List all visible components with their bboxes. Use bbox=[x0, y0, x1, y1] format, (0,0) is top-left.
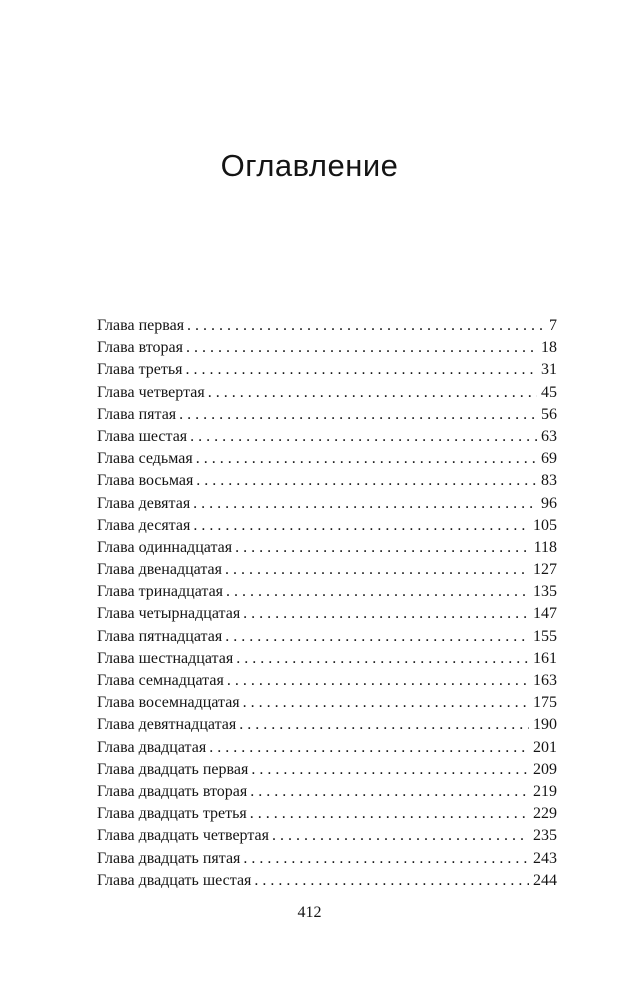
toc-leader-dots bbox=[235, 537, 530, 559]
toc-entry-page: 56 bbox=[541, 405, 557, 423]
toc-entry[interactable] bbox=[97, 603, 557, 625]
toc-leader-dots bbox=[196, 470, 537, 492]
toc-entry-label: Глава девятнадцатая bbox=[97, 716, 237, 734]
toc-entry[interactable] bbox=[97, 803, 557, 825]
toc-leader-dots bbox=[243, 848, 529, 870]
toc-entry-label: Глава десятая bbox=[97, 516, 191, 534]
toc-entry-label: Глава восьмая bbox=[97, 472, 194, 490]
toc-entry-label: Глава одиннадцатая bbox=[97, 538, 233, 556]
toc-entry-label: Глава двадцать пятая bbox=[97, 849, 241, 867]
toc-entry-label: Глава двадцать первая bbox=[97, 760, 249, 778]
toc-entry-page: 155 bbox=[533, 627, 557, 645]
toc-leader-dots bbox=[193, 515, 529, 537]
toc-entry-label: Глава четырнадцатая bbox=[97, 605, 241, 623]
toc-entry-page: 147 bbox=[533, 605, 557, 623]
toc-leader-dots bbox=[187, 315, 545, 337]
toc-leader-dots bbox=[225, 559, 529, 581]
toc-entry[interactable] bbox=[97, 848, 557, 870]
toc-entry[interactable] bbox=[97, 470, 557, 492]
toc-entry[interactable] bbox=[97, 448, 557, 470]
toc-leader-dots bbox=[239, 714, 529, 736]
toc-entry[interactable] bbox=[97, 404, 557, 426]
toc-entry-label: Глава четвертая bbox=[97, 383, 205, 401]
toc-entry-label: Глава восемнадцатая bbox=[97, 694, 240, 712]
toc-entry-page: 45 bbox=[541, 383, 557, 401]
toc-leader-dots bbox=[272, 825, 529, 847]
toc-leader-dots bbox=[236, 648, 529, 670]
toc-entry[interactable] bbox=[97, 426, 557, 448]
toc-leader-dots bbox=[193, 493, 537, 515]
toc-entry-label: Глава седьмая bbox=[97, 450, 193, 468]
toc-entry-page: 118 bbox=[533, 538, 557, 556]
page-number: 412 bbox=[297, 904, 322, 921]
toc-leader-dots bbox=[243, 603, 529, 625]
toc-entry-page: 244 bbox=[533, 871, 557, 889]
toc-entry-page: 163 bbox=[533, 672, 557, 689]
toc-entry-page: 219 bbox=[533, 782, 557, 800]
toc-leader-dots bbox=[186, 359, 537, 381]
toc-entry-label: Глава двадцать шестая bbox=[97, 871, 252, 889]
toc-entry-page: 7 bbox=[549, 317, 557, 334]
toc-entry-label: Глава двенадцатая bbox=[97, 561, 222, 579]
toc-leader-dots bbox=[243, 692, 529, 714]
toc-entry-page: 127 bbox=[533, 561, 557, 579]
toc-entry[interactable] bbox=[97, 515, 557, 537]
toc-entry[interactable] bbox=[97, 781, 557, 803]
toc-leader-dots bbox=[179, 404, 537, 426]
toc-entry-page: 63 bbox=[541, 427, 557, 445]
toc-entry-page: 243 bbox=[533, 849, 557, 867]
toc-entry-label: Глава семнадцатая bbox=[97, 672, 224, 689]
toc-leader-dots bbox=[209, 737, 529, 759]
toc-entry-page: 175 bbox=[533, 694, 557, 712]
toc-leader-dots bbox=[225, 626, 529, 648]
toc-entry-label: Глава пятнадцатая bbox=[97, 627, 223, 645]
toc-entry-page: 105 bbox=[533, 516, 557, 534]
toc-entry-page: 135 bbox=[533, 583, 557, 601]
toc-leader-dots bbox=[208, 382, 537, 404]
toc-entry-label: Глава девятая bbox=[97, 494, 191, 512]
toc-entry-label: Глава шестнадцатая bbox=[97, 649, 234, 667]
toc-entry-page: 229 bbox=[533, 805, 557, 823]
toc-entry-page: 235 bbox=[533, 827, 557, 845]
toc-entry-page: 83 bbox=[541, 472, 557, 490]
toc-leader-dots bbox=[226, 581, 529, 603]
toc-entry-label: Глава первая bbox=[97, 317, 185, 334]
toc-entry-page: 201 bbox=[533, 738, 557, 756]
toc-leader-dots bbox=[250, 803, 529, 825]
toc-entry[interactable] bbox=[97, 382, 557, 404]
toc-leader-dots bbox=[186, 337, 537, 359]
toc-entry[interactable] bbox=[97, 581, 557, 603]
toc-entry-label: Глава двадцатая bbox=[97, 738, 207, 756]
toc-entry[interactable] bbox=[97, 537, 557, 559]
table-of-contents bbox=[97, 315, 557, 892]
toc-entry[interactable] bbox=[97, 670, 557, 692]
toc-entry[interactable] bbox=[97, 493, 557, 515]
toc-entry-label: Глава тринадцатая bbox=[97, 583, 224, 601]
toc-entry[interactable] bbox=[97, 337, 557, 359]
toc-entry-label: Глава третья bbox=[97, 361, 183, 379]
toc-entry-label: Глава шестая bbox=[97, 427, 188, 445]
toc-leader-dots bbox=[254, 870, 529, 892]
toc-entry-page: 190 bbox=[533, 716, 557, 734]
toc-entry[interactable] bbox=[97, 359, 557, 381]
toc-leader-dots bbox=[251, 759, 529, 781]
toc-entry[interactable] bbox=[97, 692, 557, 714]
toc-entry[interactable] bbox=[97, 759, 557, 781]
toc-leader-dots bbox=[227, 670, 529, 692]
toc-leader-dots bbox=[190, 426, 537, 448]
toc-entry[interactable] bbox=[97, 315, 557, 337]
toc-entry[interactable] bbox=[97, 737, 557, 759]
toc-entry-page: 31 bbox=[541, 361, 557, 379]
toc-entry[interactable] bbox=[97, 870, 557, 892]
toc-leader-dots bbox=[250, 781, 529, 803]
toc-entry-label: Глава вторая bbox=[97, 339, 183, 357]
toc-entry-page: 96 bbox=[541, 494, 557, 512]
toc-entry[interactable] bbox=[97, 825, 557, 847]
toc-entry-page: 69 bbox=[541, 450, 557, 468]
toc-leader-dots bbox=[196, 448, 537, 470]
toc-entry-label: Глава двадцать третья bbox=[97, 805, 247, 823]
toc-entry-label: Глава двадцать вторая bbox=[97, 782, 248, 800]
toc-entry-page: 18 bbox=[541, 339, 557, 357]
toc-entry-label: Глава пятая bbox=[97, 405, 177, 423]
toc-entry[interactable] bbox=[97, 714, 557, 736]
toc-entry[interactable] bbox=[97, 648, 557, 670]
toc-entry-page: 209 bbox=[533, 760, 557, 778]
page-title: Оглавление bbox=[220, 148, 399, 183]
toc-entry[interactable] bbox=[97, 559, 557, 581]
toc-entry[interactable] bbox=[97, 626, 557, 648]
toc-entry-label: Глава двадцать четвертая bbox=[97, 827, 269, 845]
toc-entry-page: 161 bbox=[533, 649, 557, 667]
